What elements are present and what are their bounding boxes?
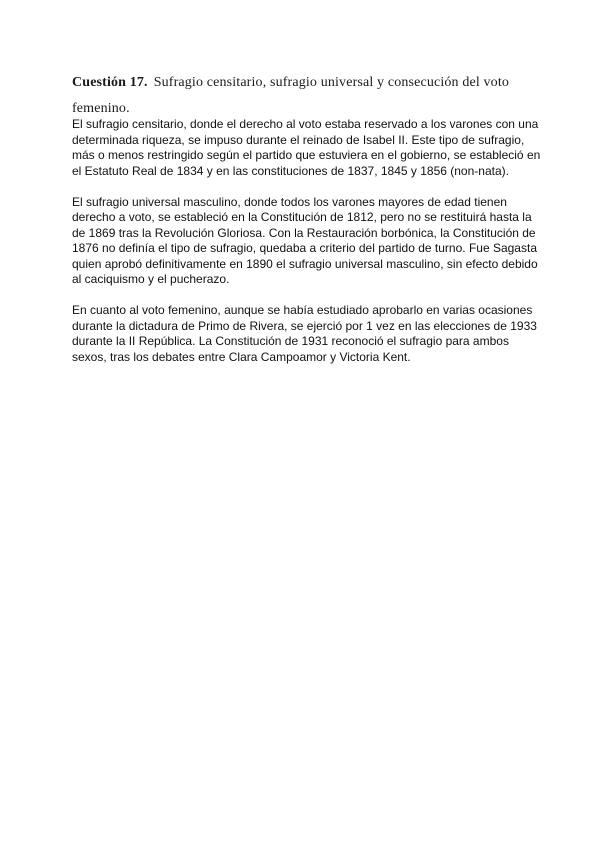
paragraph-voto-femenino: En cuanto al voto femenino, aunque se había estudiado aprobarlo en varias ocasiones durante la dictadura de Primo de Rivera, se ejerció por 1 vez en las elecciones de 1933 durante la II República. La Constitución de 1931 reconoció el sufragio para ambos sexos, tras los debates entre Clara Campoamor y Victoria Kent. bbox=[72, 303, 537, 364]
answer-body bbox=[72, 117, 542, 381]
question-heading bbox=[72, 70, 542, 122]
paragraph-sufragio-universal: El sufragio universal masculino, donde todos los varones mayores de edad tienen derecho a voto, se estableció en la Constitución de 1812, pero no se restituirá hasta la de 1869 tras la Revolución Gloriosa. Con la Restauración borbónica, la Constitución de 1876 no definía el tipo de sufragio, quedaba a criterio del partido de turno. Fue Sagasta quien aprobó definitivamente en 1890 el sufragio universal masculino, sin efecto debido al caciquismo y el pucherazo. bbox=[72, 194, 538, 286]
question-title: Sufragio censitario, sufragio universal y consecución del voto femenino. bbox=[72, 75, 510, 116]
question-number: Cuestión 17. bbox=[72, 75, 148, 90]
paragraph-sufragio-censitario: El sufragio censitario, donde el derecho al voto estaba reservado a los varones con una determinada riqueza, se impuso durante el reinado de Isabel II. Este tipo de sufragio, más o menos restringido según el partido que estuviera en el gobierno, se estableció en el Estatuto Real de 1834 y en las constituciones de 1837, 1845 y 1856 (non-nata). bbox=[72, 117, 541, 178]
